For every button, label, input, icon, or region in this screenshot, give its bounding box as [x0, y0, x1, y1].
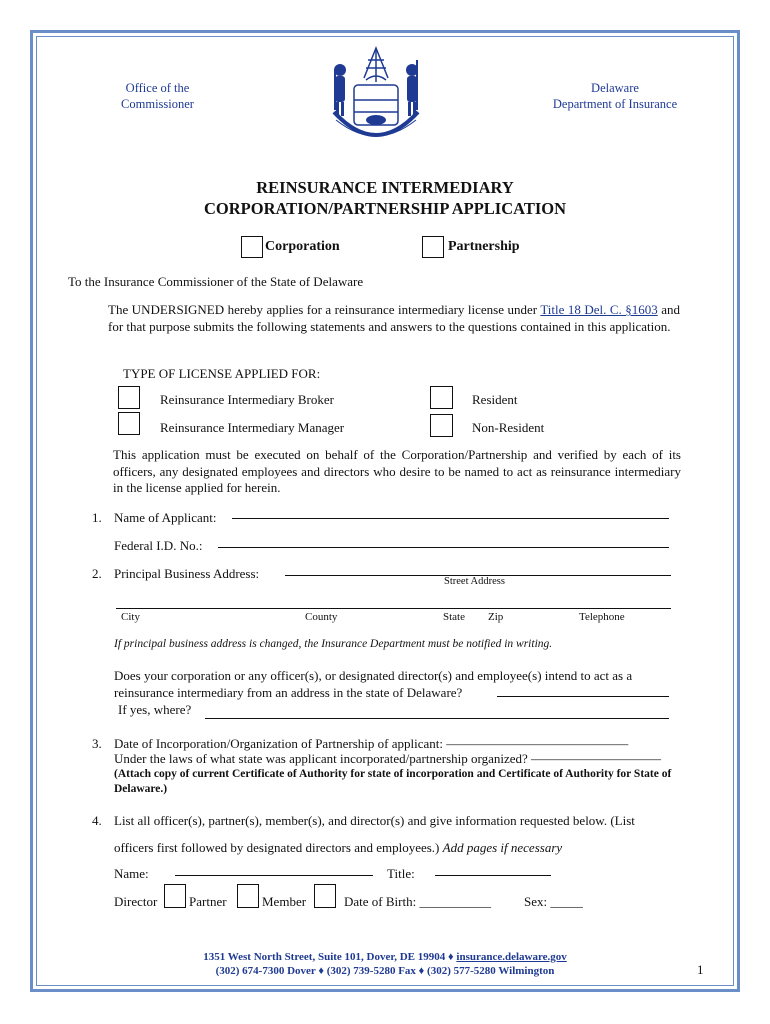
partnership-label: Partnership	[448, 239, 520, 254]
header-left	[100, 80, 215, 112]
addressee-line: To the Insurance Commissioner of the State of Delaware	[68, 274, 364, 289]
delaware-state-seal-icon	[316, 40, 436, 150]
website-link[interactable]: insurance.delaware.gov	[456, 951, 567, 963]
page-number: 1	[697, 962, 704, 977]
where-label: If yes, where?	[118, 702, 192, 717]
header-department-line: Department of Insurance	[552, 97, 678, 111]
director-label: Director	[114, 894, 158, 909]
where-field[interactable]	[205, 718, 669, 719]
form-title-line2: CORPORATION/PARTNERSHIP APPLICATION	[204, 199, 566, 218]
certificate-attach-note: (Attach copy of current Certificate of Authority for state of incorporation and Certificate of Authority for State of Delaware.)	[114, 768, 672, 795]
officer-title-label: Title:	[387, 866, 415, 881]
officers-instruction-text: officers first followed by designated directors and employees.)	[114, 840, 440, 855]
incorporation-date-label: Date of Incorporation/Organization of Partnership of applicant: ——————————————	[114, 736, 629, 751]
corporation-label: Corporation	[265, 239, 340, 254]
footer-phone-line: (302) 674-7300 Dover ♦ (302) 739-5280 Fax ♦ (302) 577-5280 Wilmington	[215, 965, 555, 977]
manager-label: Reinsurance Intermediary Manager	[160, 420, 345, 435]
officer-name-label: Name:	[114, 866, 149, 881]
telephone-caption: Telephone	[579, 611, 625, 623]
header-office-line: Office of the	[125, 81, 190, 95]
broker-checkbox[interactable]	[118, 386, 140, 409]
statute-link[interactable]: Title 18 Del. C. §1603	[540, 302, 658, 317]
non-resident-checkbox[interactable]	[430, 414, 453, 437]
member-checkbox[interactable]	[314, 884, 336, 908]
header-right	[530, 80, 700, 112]
zip-caption: Zip	[488, 611, 504, 623]
partner-checkbox[interactable]	[237, 884, 259, 908]
member-label: Member	[262, 894, 307, 909]
officer-title-field[interactable]	[435, 875, 551, 876]
delaware-address-question: Does your corporation or any officer(s), or designated director(s) and employee(s) intend to act as a reinsurance intermediary from an address in the state of Delaware?	[114, 668, 633, 700]
footer-address-line	[0, 951, 770, 963]
q2-number: 2.	[92, 566, 102, 581]
resident-label: Resident	[472, 392, 518, 407]
fein-field[interactable]	[218, 547, 669, 548]
applicant-name-label: Name of Applicant:	[114, 510, 217, 525]
resident-checkbox[interactable]	[430, 386, 453, 409]
q1-number: 1.	[92, 510, 102, 525]
partner-label: Partner	[189, 894, 227, 909]
broker-label: Reinsurance Intermediary Broker	[160, 392, 334, 407]
non-resident-label: Non-Resident	[472, 420, 545, 435]
intro-paragraph	[108, 302, 680, 335]
fein-label: Federal I.D. No.:	[114, 538, 203, 553]
address-change-note: If principal business address is changed, the Insurance Department must be notified in writing.	[114, 638, 553, 650]
intro-text-start: The UNDERSIGNED hereby applies for a reinsurance intermediary license under	[108, 302, 541, 317]
street-address-caption: Street Address	[444, 576, 505, 587]
officer-name-field[interactable]	[175, 875, 373, 876]
intro-text-end: and for that purpose submits the following statements and answers to the questions contained in this application.	[108, 302, 680, 334]
manager-checkbox[interactable]	[118, 412, 140, 435]
city-caption: City	[121, 611, 140, 623]
q3-number: 3.	[92, 736, 102, 751]
officers-instruction-line1: List all officer(s), partner(s), member(s), and director(s) and give information requested below. (List	[114, 813, 635, 828]
corporation-checkbox[interactable]	[241, 236, 263, 258]
header-commissioner-line: Commissioner	[121, 97, 194, 111]
license-type-heading: TYPE OF LICENSE APPLIED FOR:	[123, 366, 321, 381]
city-county-state-field[interactable]	[116, 608, 671, 609]
applicant-name-field[interactable]	[232, 518, 669, 519]
partnership-checkbox[interactable]	[422, 236, 444, 258]
date-of-birth-field[interactable]: Date of Birth: ___________	[344, 894, 491, 909]
footer-address: 1351 West North Street, Suite 101, Dover, DE 19904 ♦	[203, 951, 457, 963]
state-caption: State	[443, 611, 465, 623]
q4-number: 4.	[92, 813, 102, 828]
county-caption: County	[305, 611, 338, 623]
incorporation-state-label: Under the laws of what state was applicant incorporated/partnership organized? ——————————	[114, 751, 662, 766]
business-address-label: Principal Business Address:	[114, 566, 260, 581]
officers-instruction-line2	[114, 840, 562, 857]
director-checkbox[interactable]	[164, 884, 186, 908]
form-title-line1: REINSURANCE INTERMEDIARY	[256, 178, 514, 197]
sex-field[interactable]: Sex: _____	[524, 894, 583, 909]
delaware-address-answer-field[interactable]	[497, 696, 669, 697]
execution-note: This application must be executed on behalf of the Corporation/Partnership and verified by each of its officers, any designated employees and directors who desire to be named to act as reinsurance intermediary in the license applied for herein.	[113, 447, 681, 495]
header-delaware-line: Delaware	[591, 81, 639, 95]
add-pages-note: Add pages if necessary	[442, 840, 563, 855]
